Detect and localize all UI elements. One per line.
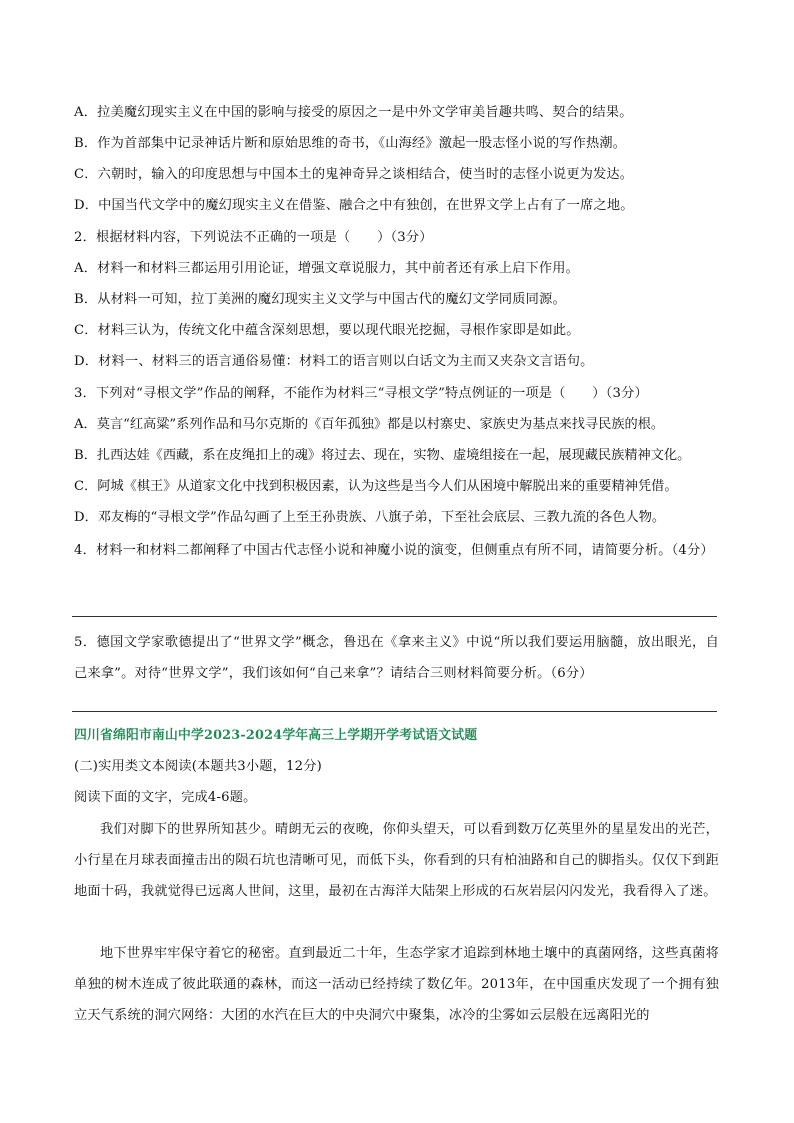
- q2-option-b: B．从材料一可知，拉丁美洲的魔幻现实主义文学与中国古代的魔幻文学同质同源。: [74, 292, 566, 307]
- q2-option-d: D．材料一、材料三的语言通俗易懂：材料工的语言则以白话文为主而又夹杂文言语句。: [74, 354, 594, 369]
- q3-option-a: A．莫言“红高粱”系列作品和马尔克斯的《百年孤独》都是以村寨史、家族史为基点来找寻民族的根。: [74, 417, 665, 432]
- section-heading: (二)实用类文本阅读(本题共3小题，12分): [74, 759, 322, 774]
- q1-option-b: B．作为首部集中记录神话片断和原始思维的奇书，《山海经》激起一股志怪小说的写作热潮。: [74, 136, 627, 151]
- reading-instruction: 阅读下面的文字，完成4-6题。: [74, 790, 257, 805]
- q4-answer-line: [72, 616, 717, 617]
- q3-stem: 3．下列对“寻根文学”作品的阐释，不能作为材料三“寻根文学”特点例证的一项是（ ）（3分）: [74, 386, 648, 401]
- q2-option-c: C．材料三认为，传统文化中蕴含深刻思想，要以现代眼光挖掘，寻根作家即是如此。: [74, 323, 580, 338]
- q1-option-c: C．六朝时，输入的印度思想与中国本土的鬼神奇异之谈相结合，使当时的志怪小说更为发达。: [74, 167, 634, 182]
- q3-option-c: C．阿城《棋王》从道家文化中找到积极因素，认为这些是当今人们从困境中解脱出来的重要精神凭借。: [74, 479, 678, 494]
- passage-paragraph-2: 地下世界牢牢保守着它的秘密。直到最近二十年，生态学家才追踪到林地土壤中的真菌网络，这些真菌将单独的树木连成了彼此联通的森林，而这一活动已经持续了数亿年。2013年，在中国重庆发现了一个拥有独立天气系统的洞穴网络：大团的水汽在巨大的中央洞穴中聚集，冰冷的尘雾如云层般在远离阳光的: [74, 946, 719, 1023]
- q2-stem: 2．根据材料内容，下列说法不正确的一项是（ ）（3分）: [74, 230, 433, 245]
- q5-stem: 5．德国文学家歌德提出了“世界文学”概念，鲁迅在《拿来主义》中说“所以我们要运用脑髓，放出眼光，自己来拿”。对待“世界文学”，我们该如何“自己来拿”？请结合三则材料简要分析。（6分）: [74, 635, 719, 681]
- q3-option-b: B．扎西达娃《西藏，系在皮绳扣上的魂》将过去、现在，实物、虚境组接在一起，展现藏民族精神文化。: [74, 448, 691, 463]
- q3-option-d: D．邓友梅的“寻根文学”作品勾画了上至王孙贵族、八旗子弟，下至社会底层、三教九流的各色人物。: [74, 510, 666, 525]
- passage-paragraph-1: 我们对脚下的世界所知甚少。晴朗无云的夜晚，你仰头望天，可以看到数万亿英里外的星星发出的光芒，小行星在月球表面撞击出的陨石坑也清晰可见，而低下头，你看到的只有柏油路和自己的脚指头。仅仅下到距地面十码，我就觉得已远离人世间，这里，最初在古海洋大陆架上形成的石灰岩层闪闪发光，我看得入了迷。: [74, 822, 719, 899]
- q5-answer-line: [72, 711, 717, 712]
- source-title: 四川省绵阳市南山中学2023-2024学年高三上学期开学考试语文试题: [74, 728, 478, 743]
- q2-option-a: A．材料一和材料三都运用引用论证，增强文章说服力，其中前者还有承上启下作用。: [74, 261, 580, 276]
- q4-stem: 4．材料一和材料二都阐释了中国古代志怪小说和神魔小说的演变，但侧重点有所不同，请简要分析。（4分）: [74, 543, 714, 558]
- q1-option-d: D．中国当代文学中的魔幻现实主义在借鉴、融合之中有独创，在世界文学上占有了一席之地。: [74, 198, 634, 213]
- q1-option-a: A．拉美魔幻现实主义在中国的影响与接受的原因之一是中外文学审美旨趣共鸣、契合的结果。: [74, 105, 633, 120]
